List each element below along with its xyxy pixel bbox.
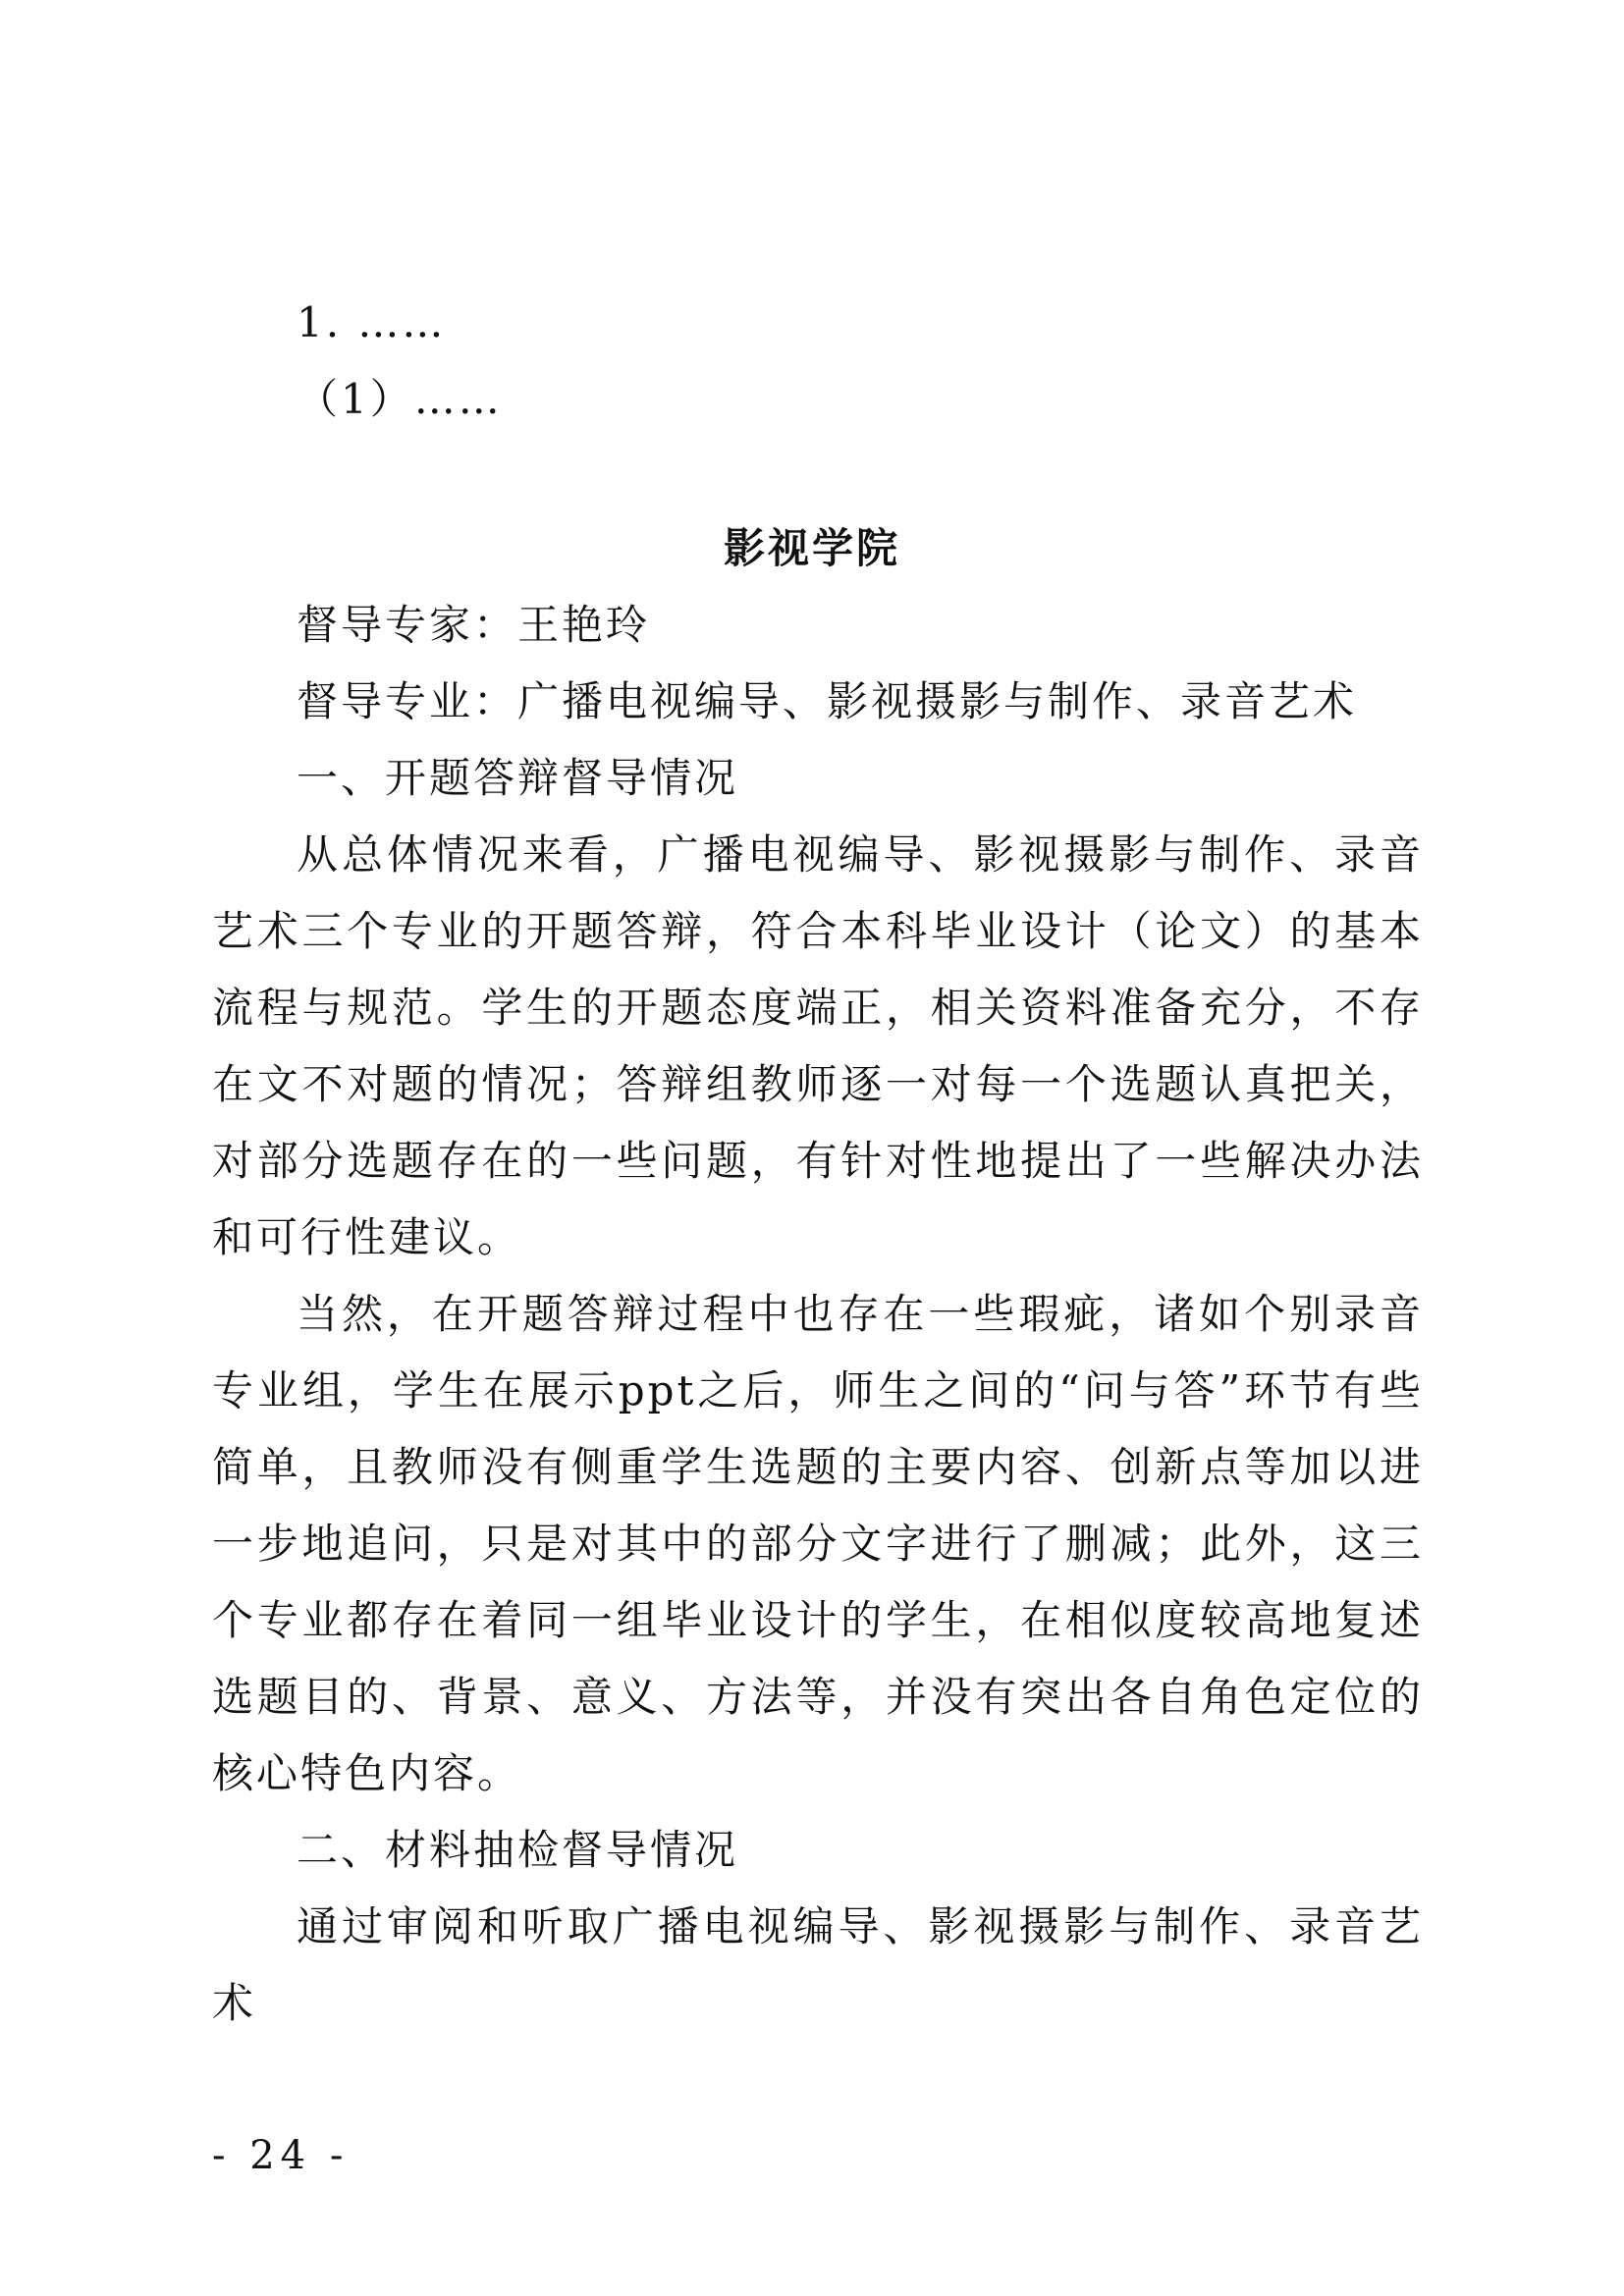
paragraph-opening-overview: 从总体情况来看，广播电视编导、影视摄影与制作、录音艺术三个专业的开题答辩，符合本科毕业设计（论文）的基本流程与规范。学生的开题态度端正，相关资料准备充分，不存在文不对题的情况；答辩组教师逐一对每一个选题认真把关，对部分选题存在的一些问题，有针对性地提出了一些解决办法和可行性建议。 xyxy=(212,830,1424,1261)
supervision-majors: 督导专业：广播电视编导、影视摄影与制作、录音艺术 xyxy=(297,677,1358,725)
section-heading-opening-defense: 一、开题答辩督导情况 xyxy=(297,754,739,802)
college-title: 影视学院 xyxy=(723,524,900,572)
paragraph-opening-issues: 当然，在开题答辩过程中也存在一些瑕疵，诸如个别录音专业组，学生在展示ppt之后，师生之间的“问与答”环节有些简单，且教师没有侧重学生选题的主要内容、创新点等加以进一步地追问，只是对其中的部分文字进行了删减；此外，这三个专业都存在着同一组毕业设计的学生，在相似度较高地复述选题目的、背景、意义、方法等，并没有突出各自角色定位的核心特色内容。 xyxy=(212,1290,1424,1797)
paragraph-material-check: 通过审阅和听取广播电视编导、影视摄影与制作、录音艺术 xyxy=(212,1902,1424,2027)
section-heading-material-check: 二、材料抽检督导情况 xyxy=(297,1826,739,1874)
page-number: - 24 - xyxy=(212,2133,350,2178)
supervision-expert: 督导专家：王艳玲 xyxy=(297,601,651,649)
outline-item-1: 1. …… xyxy=(297,298,447,347)
outline-sub-item-1: （1）…… xyxy=(297,375,503,423)
